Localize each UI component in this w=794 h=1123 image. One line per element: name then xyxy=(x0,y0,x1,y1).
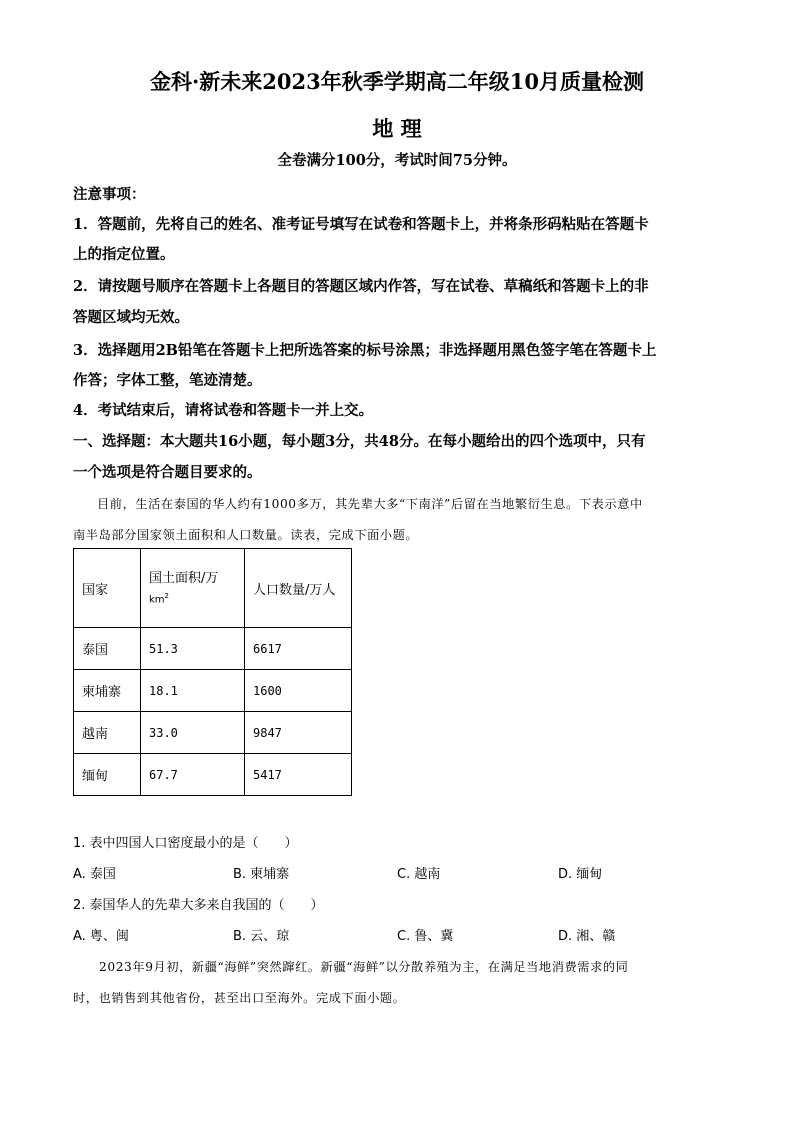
notes-line: 上的指定位置。 xyxy=(73,246,175,263)
cell-population: 5417 xyxy=(245,754,352,796)
header-area xyxy=(141,549,245,628)
table-row xyxy=(74,628,352,670)
option-a[interactable]: A. 泰国 xyxy=(73,867,116,882)
header-area-label: 国土面积/万 xyxy=(149,570,219,586)
notes-line: 3．选择题用2B铅笔在答题卡上把所选答案的标号涂黑；非选择题用黑色签字笔在答题卡上 xyxy=(73,342,657,359)
header-country: 国家 xyxy=(74,549,141,628)
header-area-unit xyxy=(149,589,244,607)
section-heading: 一、选择题：本大题共16小题，每小题3分，共48分。在每小题给出的四个选项中，只有 xyxy=(73,433,646,450)
question-stem: 2. 泰国华人的先辈大多来自我国的（ ） xyxy=(73,898,324,913)
header-population: 人口数量/万人 xyxy=(245,549,352,628)
notes-line: 作答；字体工整，笔迹清楚。 xyxy=(73,372,262,389)
cell-country: 泰国 xyxy=(74,628,141,670)
cell-population: 1600 xyxy=(245,670,352,712)
subject-title: 地 理 xyxy=(372,116,422,141)
cell-area: 67.7 xyxy=(141,754,245,796)
cell-country: 缅甸 xyxy=(74,754,141,796)
full-score-note: 全卷满分100分，考试时间75分钟。 xyxy=(277,152,517,169)
notes-line: 答题区域均无效。 xyxy=(73,309,189,326)
option-b[interactable]: B. 柬埔寨 xyxy=(233,867,290,882)
option-a[interactable]: A. 粤、闽 xyxy=(73,929,129,944)
option-d[interactable]: D. 湘、赣 xyxy=(558,929,616,944)
passage-line: 时，也销售到其他省份，甚至出口至海外。完成下面小题。 xyxy=(73,991,406,1005)
table-row xyxy=(74,754,352,796)
notes-line: 2．请按题号顺序在答题卡上各题目的答题区域内作答，写在试卷、草稿纸和答题卡上的非 xyxy=(73,278,649,295)
table-header-row xyxy=(74,549,352,628)
notes-heading: 注意事项： xyxy=(73,186,146,203)
notes-line: 1．答题前，先将自己的姓名、准考证号填写在试卷和答题卡上，并将条形码粘贴在答题卡 xyxy=(73,216,649,233)
cell-area: 18.1 xyxy=(141,670,245,712)
option-d[interactable]: D. 缅甸 xyxy=(558,867,603,882)
option-c[interactable]: C. 鲁、冀 xyxy=(397,929,454,944)
area-unit-base: km xyxy=(149,594,165,606)
passage-line: 2023年9月初，新疆“海鲜”突然蹿红。新疆“海鲜”以分散养殖为主，在满足当地消费需求的同 xyxy=(99,960,629,974)
cell-country: 柬埔寨 xyxy=(74,670,141,712)
cell-area: 33.0 xyxy=(141,712,245,754)
cell-country: 越南 xyxy=(74,712,141,754)
cell-population: 6617 xyxy=(245,628,352,670)
exam-title: 金科·新未来2023年秋季学期高二年级10月质量检测 xyxy=(150,69,644,94)
table-row xyxy=(74,712,352,754)
section-heading-cont: 一个选项是符合题目要求的。 xyxy=(73,464,262,481)
table-row xyxy=(74,670,352,712)
option-c[interactable]: C. 越南 xyxy=(397,867,441,882)
area-unit-exponent: 2 xyxy=(164,591,170,600)
notes-line: 4．考试结束后，请将试卷和答题卡一并上交。 xyxy=(73,402,374,419)
passage-line: 目前，生活在泰国的华人约有1000多万，其先辈大多“下南洋”后留在当地繁衍生息。下表示意中 xyxy=(97,497,643,511)
question-stem: 1. 表中四国人口密度最小的是（ ） xyxy=(73,836,298,851)
cell-area: 51.3 xyxy=(141,628,245,670)
cell-population: 9847 xyxy=(245,712,352,754)
option-b[interactable]: B. 云、琼 xyxy=(233,929,290,944)
passage-line: 南半岛部分国家领土面积和人口数量。读表，完成下面小题。 xyxy=(73,528,419,542)
country-data-table xyxy=(73,548,352,796)
